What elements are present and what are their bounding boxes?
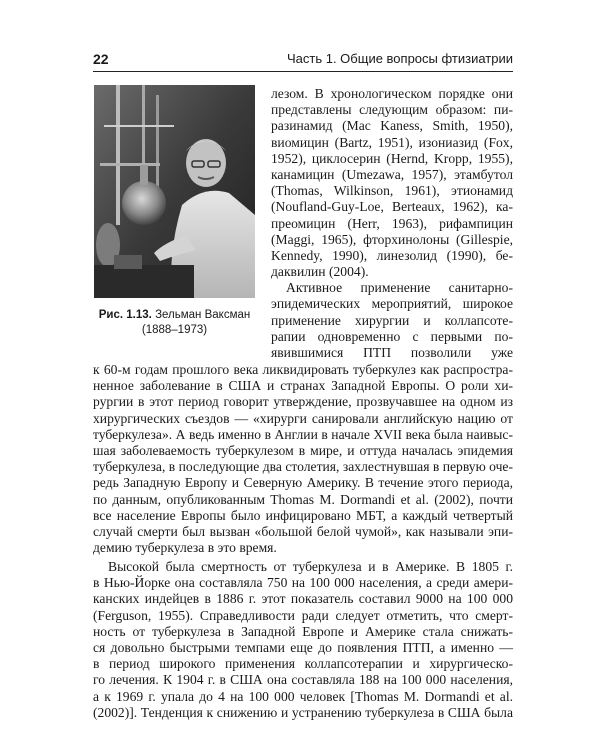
figure-caption <box>94 308 255 338</box>
text-line: Активное применение санитарно- <box>286 280 513 296</box>
caption-label: Рис. 1.13. <box>98 309 152 321</box>
text-line: ность от туберкулеза в Западной Европе и Америке стала снижать- <box>93 623 513 639</box>
text-line: редь Западную Европу и Северную Америку. В течение этого периода, <box>93 475 513 491</box>
text-line: шая заболеваемость туберкулезом в мире, и оттуда началась эпидемия <box>93 442 513 458</box>
page-number: 22 <box>93 51 109 67</box>
text-line: ненное заболевание в США и странах Западной Европы. О роли хи- <box>93 378 513 394</box>
caption-name: Зельман Ваксман <box>155 309 251 321</box>
text-line: (2002)]. Тенденция к снижению и устранению туберкулеза в США была <box>93 704 513 720</box>
figure-1-13 <box>94 85 255 338</box>
running-header <box>93 49 513 71</box>
text-line: (Noufland-Guy-Loe, Berteaux, 1962), ка- <box>271 199 513 215</box>
text-line: а к 1969 г. упала до 4 на 100 000 человек [Thomas M. Dormandi et al. <box>93 688 513 704</box>
text-line: хирургических съездов — «хирурги санировали английскую нацию от <box>93 410 513 426</box>
text-line: даквилин (2004). <box>271 264 369 280</box>
text-line: ся довольно быстрыми темпами еще до появления ПТП, а именно — <box>93 639 513 655</box>
text-line: рапии одновременно с первыми по- <box>271 328 513 344</box>
text-line: в Нью-Йорке она составляла 750 на 100 000 населения, а среди амери- <box>93 575 513 591</box>
paragraph-1 <box>93 362 513 556</box>
text-line: все население Европы было инфицировано МБТ, а каждый четвертый <box>93 507 513 523</box>
text-line: рургии в этот период говорит утверждение, прозвучавшее на одном из <box>93 394 513 410</box>
text-line: канских индейцев в 1886 г. этот показатель составил 9000 на 100 000 <box>93 591 513 607</box>
text-line: (Maggi, 1965), фторхинолоны (Gillespie, <box>271 231 513 247</box>
text-line: (Thomas, Wilkinson, 1961), этионамид <box>271 183 513 199</box>
chapter-title: Часть 1. Общие вопросы фтизиатрии <box>287 51 513 66</box>
text-line: эпидемических мероприятий, широкое <box>271 296 513 312</box>
text-line: применение хирургии и коллапсоте- <box>271 312 513 328</box>
text-line: разинамид (Mac Kaness, Smith, 1950), <box>271 118 513 134</box>
text-line: (Ferguson, 1955). Справедливости ради следует отметить, что смерт- <box>93 607 513 623</box>
text-line: представлены следующим образом: пи- <box>271 102 513 118</box>
text-line: в период широкого применения коллапсотерапии и хирургическо- <box>93 656 513 672</box>
text-line: лезом. В хронологическом порядке они <box>271 86 513 101</box>
caption-years: (1888–1973) <box>141 324 208 336</box>
text-line: туберкулеза, в последующие два столетия, захлестнувшая в первую оче- <box>93 459 513 475</box>
text-line: к 60-м годам прошлого века ликвидировать туберкулез как распростра- <box>93 362 513 377</box>
text-line: туберкулеза». А ведь именно в Англии в начале XVII века была наивыс- <box>93 426 513 442</box>
text-line: Высокой была смертность от туберкулеза и в Америке. В 1805 г. <box>108 559 513 574</box>
text-line: по данным, опубликованным Thomas M. Dormandi et al. (2002), почти <box>93 491 513 507</box>
text-line: преомицин (Herr, 1963), рифампицин <box>271 215 513 231</box>
text-line: явившимися ПТП позволили уже <box>271 345 513 360</box>
side-column-text <box>271 86 513 361</box>
waksman-photo <box>94 85 255 298</box>
text-line: го лечения. К 1904 г. в США она составляла 188 на 100 000 населения, <box>93 672 513 688</box>
text-line: канамицин (Umezawa, 1957), этамбутол <box>271 166 513 182</box>
text-line: демию туберкулеза в это время. <box>93 540 277 556</box>
text-line: Kennedy, 1990), линезолид (1990), бе- <box>271 247 513 263</box>
text-line: 1952), циклосерин (Hernd, Kropp, 1955), <box>271 150 513 166</box>
header-rule <box>93 71 513 72</box>
text-line: случай смерти был вызван «большой белой чумой», как называли эпи- <box>93 523 513 539</box>
text-line: виомицин (Bartz, 1951), изониазид (Fox, <box>271 134 513 150</box>
paragraph-2 <box>93 559 513 721</box>
